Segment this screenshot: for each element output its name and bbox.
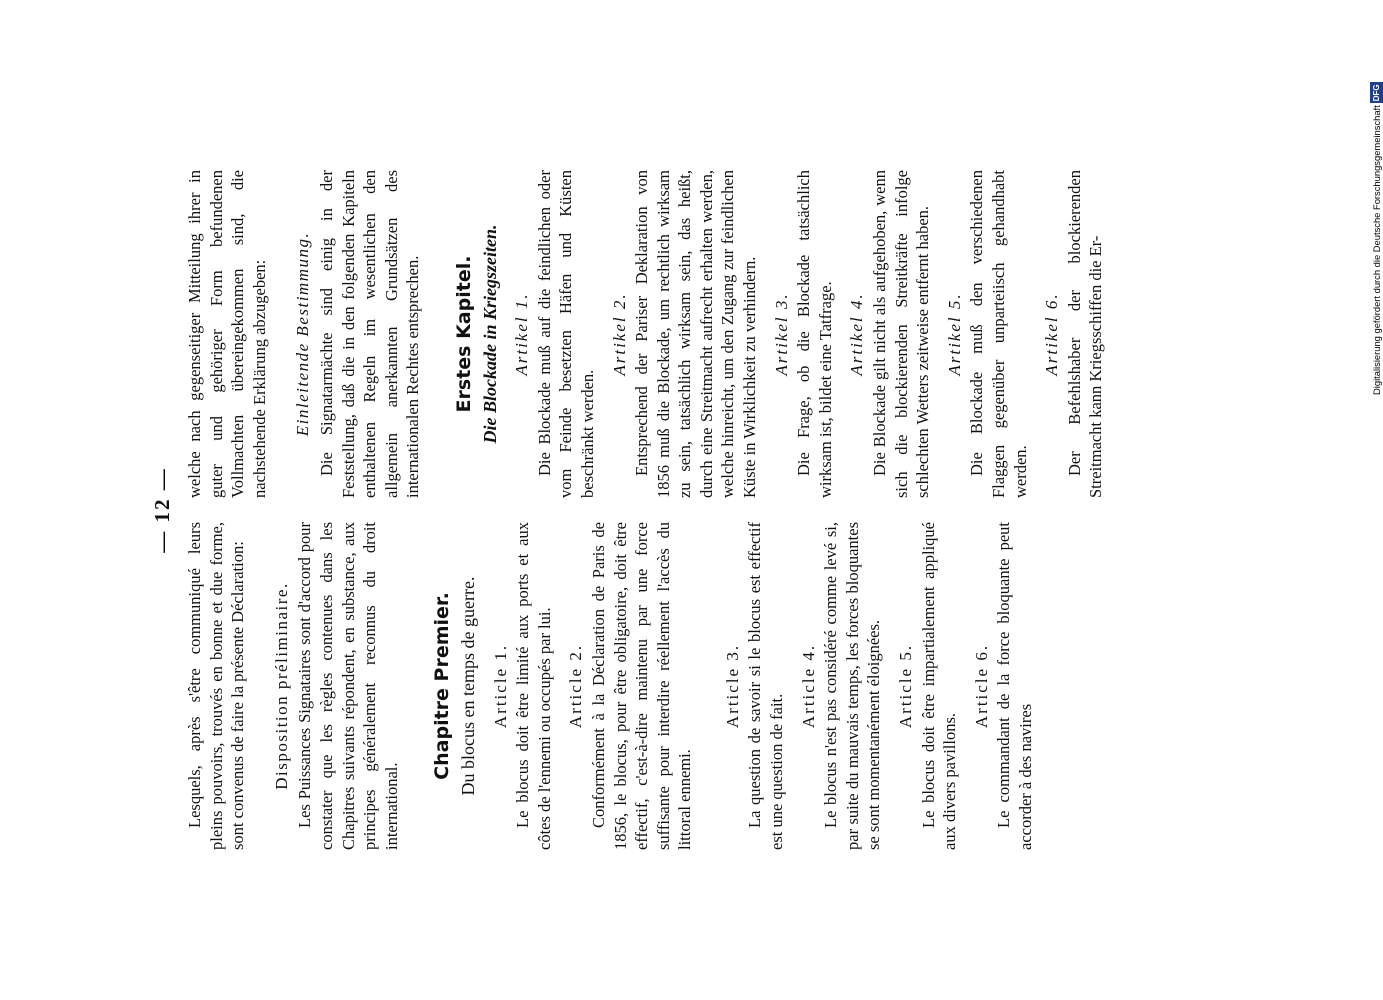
french-article-text: Le blocus doit être impartialement appliqué aux divers pavillons. [918,522,960,850]
german-article-text: Der Befehlshaber der blockierenden Streitmacht kann Kriegsschiffen die Er- [1064,170,1106,498]
german-article-text: Die Blockade muß auf die feindlichen oder vom Feinde besetzten Häfen und Küsten beschränkt werden. [534,170,597,498]
german-article-heading: Artikel 2. [609,292,629,376]
french-article-text: Le commandant de la force bloquante peut accorder à des navires [994,522,1035,850]
french-chapter-title: Chapitre Premier. [431,592,454,780]
french-article-text: La question de savoir si le blocus est effectif est une question de fait. [745,522,787,850]
german-article-text: Die Blockade muß den verschiedenen Flaggen gegenüber unparteiisch gehandhabt werden. [967,170,1030,498]
german-article-heading: Artikel 1. [512,292,532,376]
german-chapter-subtitle: Die Blockade in Kriegszeiten. [479,224,500,444]
german-article-text: Die Blockade gilt nicht als aufgehoben, wenn sich die blockierenden Streitkräfte infolge schlechten Wetters zeitweise entfernt haben. [870,170,933,498]
attribution-text: Digitalisierung gefördert durch die Deutsche Forschungsgemeinschaft [1370,105,1382,395]
german-article-text: Entsprechend der Pariser Deklaration von 1856 muß die Blockade, um rechtlich wirksam zu sein, tatsächlich wirksam sein, das heißt, durch eine Streitmacht aufrecht erhalten werden, welche hinreicht, um den Zugang zur feindlichen Küste in Wirklichkeit zu verhindern. [632,170,760,498]
document-page [150,170,1260,850]
french-article-text: Conformément à la Déclaration de Paris de 1856, le blocus, pour être obligatoire, doit être effectif, c'est-à-dire maintenu par une force suffisante pour interdire réellement l'accès du littoral ennemi. [588,522,695,850]
page-number: — 12 — [150,467,174,553]
german-article-heading: Artikel 3. [771,292,791,376]
french-intro: Lesquels, après s'être communiqué leurs pleins pouvoirs, trouvés en bonne et due forme, sont convenus de faire la présente Déclaration: [185,522,248,850]
french-article-heading: Article 2. [566,643,586,729]
funding-attribution [1369,10,1383,395]
german-chapter-title: Erstes Kapitel. [452,255,475,413]
french-preliminary-text: Les Puissances Signataires sont d'accord pour constater que les règles contenues dans les Chapitres suivants répondent, en substance, aux principes généralement reconnus du droit international. [295,522,401,850]
german-preliminary-heading: Einleitende Bestimmung. [293,231,313,437]
french-article-heading: Article 6. [971,643,991,729]
german-intro: welche nach gegenseitiger Mitteilung ihrer in guter und gehöriger Form befundenen Vollmachten übereingekommen sind, die nachstehende Erklärung abzugeben: [185,170,269,498]
french-column [184,522,1037,850]
german-article-text: Die Frage, ob die Blockade tatsächlich wirksam ist, bildet eine Tatfrage. [794,170,835,498]
german-preliminary-text: Die Signatarmächte sind einig in der Feststellung, daß die in den folgenden Kapiteln enthaltenen Regeln im wesentlichen den allgemein anerkannten Grundsätzen des internationalen Rechtes entsprechen. [316,170,423,498]
german-article-heading: Artikel 6. [1042,292,1062,376]
german-article-heading: Artikel 4. [847,292,867,376]
french-preliminary-heading: Disposition préliminaire. [271,582,291,790]
french-article-heading: Article 3. [722,643,742,729]
french-article-heading: Article 1. [490,643,510,729]
german-article-heading: Artikel 5. [944,292,964,376]
french-article-heading: Article 4. [798,643,818,729]
french-article-text: Le blocus n'est pas considéré comme levé si, par suite du mauvais temps, les forces bloquantes se sont momentanément éloignées. [821,522,884,850]
french-chapter-subtitle: Du blocus en temps de guerre. [457,576,478,796]
french-article-text: Le blocus doit être limité aux ports et aux côtes de l'ennemi ou occupés par lui. [513,522,554,850]
german-column [184,170,1107,498]
french-article-heading: Article 5. [896,643,916,729]
dfg-logo-icon: DFG [1371,84,1381,102]
